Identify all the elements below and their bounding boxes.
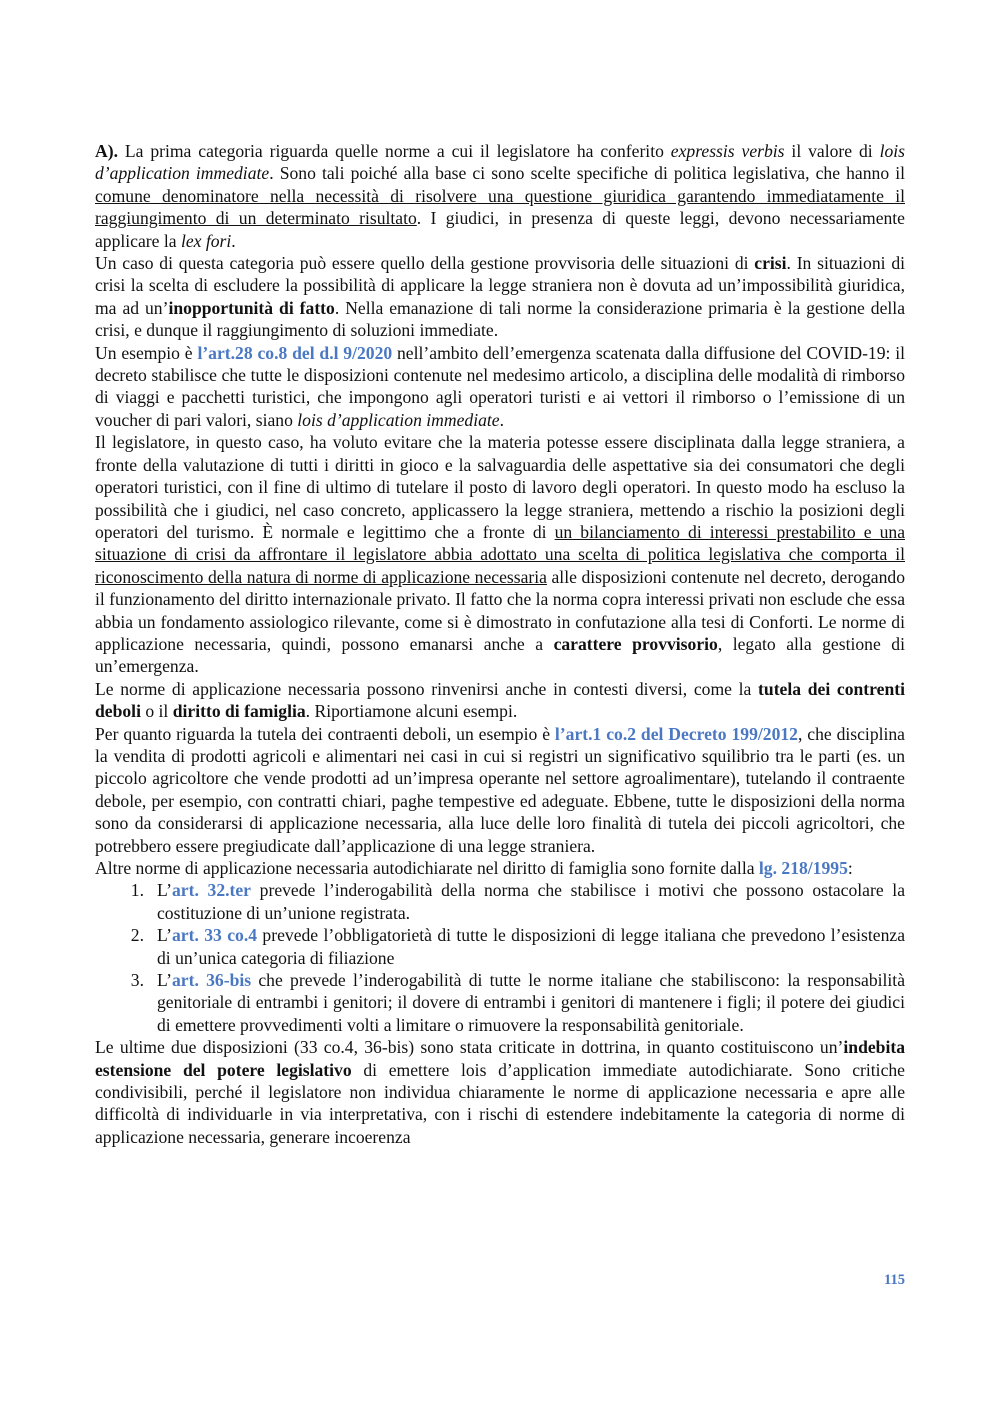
text: . Riportiamone alcuni esempi. (305, 701, 518, 722)
paragraph-legislator (95, 431, 905, 677)
paragraph-category-a (95, 140, 905, 252)
text: , legato alla gestione di un’emergenza. (95, 633, 905, 677)
paragraph-family-law (95, 857, 905, 879)
text: prevede l’inderogabilità della norma che stabilisce i motivi che possono ostacolare la costituzione di un’unione registrata. (157, 880, 905, 923)
text: . (499, 409, 504, 430)
text: L’ (157, 970, 172, 991)
text: Le ultime due disposizioni (33 co.4, 36-bis) sono stata criticate in dottrina, in quanto costituiscono un’ (95, 1037, 844, 1058)
text: Altre norme di applicazione necessaria autodichiarate nel diritto di famiglia sono fornite dalla (95, 858, 759, 878)
paragraph-other-contexts (95, 678, 905, 723)
list-item (95, 924, 905, 969)
italic-term: lois d’application immediate (95, 141, 905, 184)
text: di emettere lois d’application immediate autodichiarate. Sono critiche condivisibili, perché il legislatore non individua chiaramente le norme di applicazione necessaria e apre alle difficoltà di individuarle in via interpretativa, con i rischi di estendere indebitamente la categoria di norme di applicazione necessaria, generare incoerenza (95, 1059, 905, 1147)
text: L’ (157, 925, 172, 946)
bold-term: diritto di famiglia (172, 701, 306, 722)
text: La prima categoria riguarda quelle norme a cui il legislatore ha conferito (117, 141, 671, 161)
underlined-text: un bilanciamento di interessi prestabilito e una situazione di crisi da affrontare il legislatore abbia adottato una scelta di politica legislativa che comporta il riconoscimento della natura di norme di applicazione necessaria (95, 521, 906, 587)
text: : (847, 858, 853, 878)
text: nell’ambito dell’emergenza scatenata dalla diffusione del COVID-19: il decreto stabilisce che tutte le disposizioni contenute nel medesimo articolo, a disciplina delle modalità di rimborso di viaggi e pacchetti turistici, che impongono agli operatori turisti e ai vettori il rimborso o l’emissione di un voucher di pari valori, siano (95, 342, 906, 430)
underlined-text: comune denominatore nella necessità di risolvere una questione giuridica garantendo immediatamente il raggiungimento di un determinato risultato (95, 185, 905, 229)
text: . Sono tali poiché alla base ci sono scelte specifiche di politica legislativa, che hanno il (269, 163, 906, 184)
list-item (95, 969, 905, 1036)
law-reference-link[interactable]: lg. 218/1995 (758, 858, 848, 878)
section-marker: A). (95, 141, 118, 161)
text: , che disciplina la vendita di prodotti agricoli e alimentari nei casi in cui si registri un significativo squilibrio tra le parti (es. un piccolo agricoltore che vende prodotti ad un’impresa operante nel settore agroalimentare), tutelando il contraente debole, per esempio, con contratti chiari, paghe tempestive ed adeguate. Ebbene, tutte le disposizioni della norma sono da considerarsi di applicazione necessaria, alla luce delle loro finalità di tutela dei piccoli agricoltori, che potrebbero essere pregiudicate dall’applicazione di una legge straniera. (95, 723, 905, 856)
text: o il (140, 701, 173, 722)
italic-term: lois d’application immediate (297, 409, 500, 430)
bold-term: inopportunità di fatto (168, 297, 335, 318)
numbered-list (95, 879, 905, 1036)
bold-term: tutela dei contrenti deboli (95, 678, 905, 722)
text: Per quanto riguarda la tutela dei contraenti deboli, un esempio è (95, 723, 555, 744)
text: . In situazioni di crisi la scelta di escludere la possibilità di applicare la legge straniera non è dovuta ad un’impossibilità giuridica, ma ad un’ (95, 253, 905, 318)
text: che prevede l’inderogabilità di tutte le norme italiane che stabiliscono: la responsabilità genitoriale di entrambi i genitori; il dovere di entrambi i genitori di mantenere i figli; il potere dei giudici di emettere provvedimenti volti a limitare o rimuovere la responsabilità genitoriale. (157, 970, 905, 1035)
bold-term: carattere provvisorio (553, 633, 718, 654)
paragraph-weak-parties (95, 723, 905, 857)
bold-term: crisi (754, 253, 787, 274)
paragraph-criticism (95, 1036, 905, 1148)
text: alle disposizioni contenute nel decreto, derogando il funzionamento del diritto internazionale privato. Il fatto che la norma copra interessi privati non esclude che essa abbia un fondamento assiologico rilevante, come si è dimostrato in confutazione alla tesi di Conforti. Le norme di applicazione necessaria, quindi, possono emanarsi anche a (95, 566, 905, 654)
text: Un caso di questa categoria può essere quello della gestione provvisoria delle situazioni di (95, 253, 755, 274)
law-reference-link[interactable]: l’art.28 co.8 del d.l 9/2020 (197, 342, 393, 363)
list-number: 3. (130, 970, 144, 991)
text: . I giudici, in presenza di queste leggi, devono necessariamente applicare la (95, 208, 905, 251)
italic-term: lex fori (180, 230, 232, 251)
list-number: 2. (130, 925, 144, 946)
text: L’ (157, 880, 172, 901)
text: . Nella emanazione di tali norme la considerazione primaria è la gestione della crisi, e dunque il raggiungimento di soluzioni immediate. (95, 297, 905, 341)
text: prevede l’obbligatorietà di tutte le disposizioni di legge italiana che prevedono l’esistenza di un’unica categoria di filiazione (157, 925, 906, 968)
list-item (95, 879, 905, 924)
page-number: 115 (884, 1272, 905, 1288)
document-body (95, 140, 905, 1148)
paragraph-crisis (95, 252, 905, 342)
law-reference-link[interactable]: art. 33 co.4 (172, 925, 258, 946)
text: Il legislatore, in questo caso, ha voluto evitare che la materia potesse essere disciplinata dalla legge straniera, a fronte della valutazione di tutti i diritti in gioco e la salvaguardia delle aspettative sia dei consumatori che degli operatori turistici, con il fine di ultimo di tutelare il posto di lavoro degli operatori. In questo modo ha escluso la possibilità che i giudici, nel caso concreto, applicassero la legge straniera, mettendo a rischio la posizioni degli operatori del turismo. È normale e legittimo che a fronte di (95, 432, 905, 542)
bold-term: indebita estensione del potere legislativo (95, 1037, 905, 1080)
text: il valore di (784, 141, 880, 161)
list-number: 1. (130, 880, 144, 901)
law-reference-link[interactable]: art. 36-bis (172, 970, 252, 991)
text: Un esempio è (95, 342, 198, 363)
text: . (231, 230, 236, 251)
law-reference-link[interactable]: art. 32.ter (172, 880, 251, 901)
italic-term: expressis verbis (670, 141, 785, 161)
text: Le norme di applicazione necessaria possono rinvenirsi anche in contesti diversi, come la (95, 678, 759, 699)
law-reference-link[interactable]: l’art.1 co.2 del Decreto 199/2012 (554, 723, 798, 744)
paragraph-covid-example (95, 342, 905, 432)
